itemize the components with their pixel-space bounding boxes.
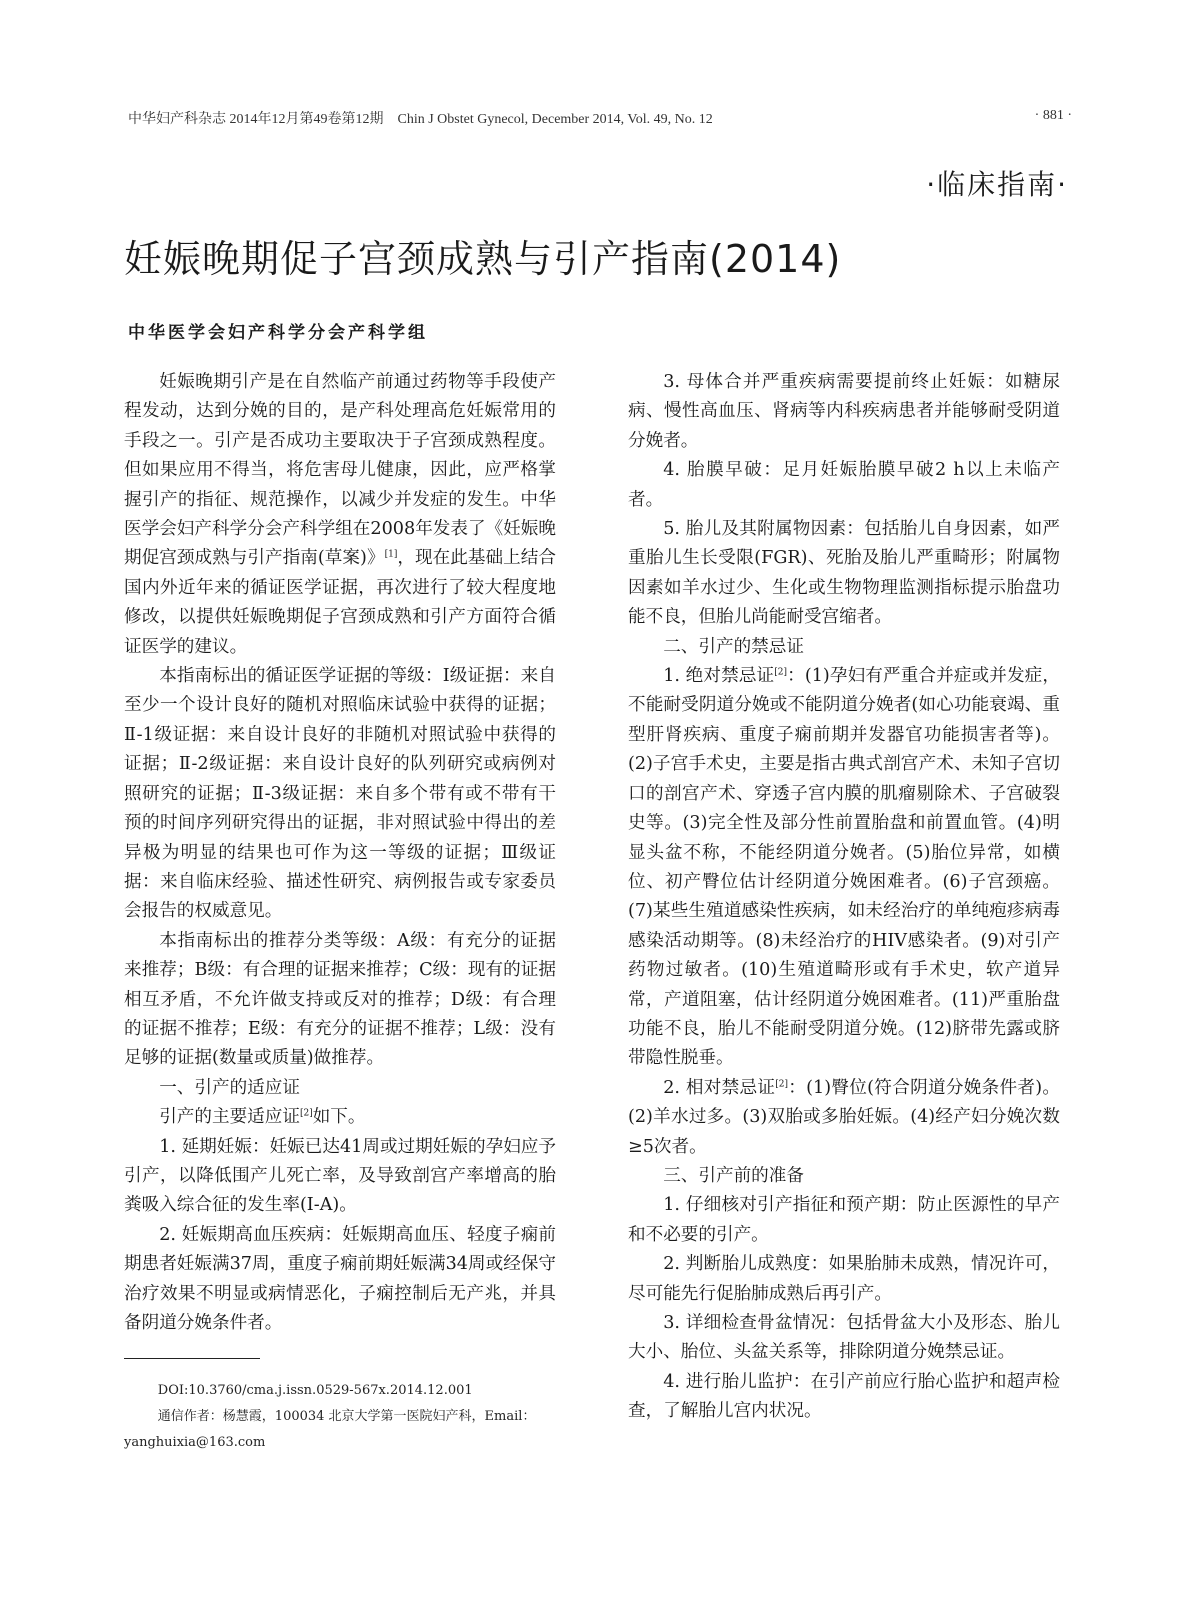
doi-line: DOI:10.3760/cma.j.issn.0529-567x.2014.12.001 xyxy=(157,1383,473,1398)
author-line: 中华医学会妇产科学分会产科学组 xyxy=(128,323,428,343)
paragraph xyxy=(628,368,1060,456)
paragraph xyxy=(628,633,1060,662)
paragraph-text: 1. 绝对禁忌证 xyxy=(663,666,775,687)
footnote xyxy=(124,1378,560,1456)
article-title: 妊娠晚期促子宫颈成熟与引产指南(2014) xyxy=(124,237,842,281)
paragraph-text: 4. 进行胎儿监护：在引产前应行胎心监护和超声检查，了解胎儿宫内状况。 xyxy=(628,1371,1060,1422)
paragraph-text: 3. 详细检查骨盆情况：包括骨盆大小及形态、胎儿大小、胎位、头盆关系等，排除阴道分娩禁忌证。 xyxy=(628,1313,1060,1363)
paragraph xyxy=(124,1221,556,1339)
citation-reference: [1] xyxy=(384,550,398,561)
citation-reference: [2] xyxy=(774,667,787,678)
paragraph-text: 2. 判断胎儿成熟度：如果胎肺未成熟，情况许可，尽可能先行促胎肺成熟后再引产。 xyxy=(628,1254,1060,1304)
paragraph-text: ：(1)臀位(符合阴道分娩条件者)。(2)羊水过多。(3)双胎或多胎妊娠。(4)经产妇分娩次数≥5次者。 xyxy=(628,1077,1060,1157)
paragraph-text: 2. 妊娠期高血压疾病：妊娠期高血压、轻度子痫前期患者妊娠满37周，重度子痫前期妊娠满34周或经保守治疗效果不明显或病情恶化，子痫控制后无产兆，并具备阴道分娩条件者。 xyxy=(124,1224,556,1333)
right-column xyxy=(628,368,1060,1427)
paragraph-text: 4. 胎膜早破：足月妊娠胎膜早破2 h以上未临产者。 xyxy=(628,460,1060,510)
paragraph-text: 二、引产的禁忌证 xyxy=(663,636,804,657)
journal-citation: 中华妇产科杂志 2014年12月第49卷第12期 Chin J Obstet Gynecol, December 2014, Vol. 49, No. 12 xyxy=(128,112,713,127)
paragraph-text: ：(1)孕妇有严重合并症或并发症，不能耐受阴道分娩或不能阴道分娩者(如心功能衰竭、重型肝肾疾病、重度子痫前期并发器官功能损害者等)。(2)子宫手术史，主要是指古典式剖宫产术、未知子宫切口的剖宫产术、穿透子宫内膜的肌瘤剔除术、子宫破裂史等。(3)完全性及部分性前置胎盘和前置血管。(4)明显头盆不称，不能经阴道分娩者。(5)胎位异常，如横位、初产臀位估计经阴道分娩困难者。(6)子宫颈癌。(7)某些生殖道感染性疾病，如未经治疗的单纯疱疹病毒感染活动期等。(8)未经治疗的HIV感染者。(9)对引产药物过敏者。(10)生殖道畸形或有手术史，软产道异常，产道阻塞，估计经阴道分娩困难者。(11)严重胎盘功能不良，胎儿不能耐受阴道分娩。(12)脐带先露或脐带隐性脱垂。 xyxy=(628,666,1061,1069)
paragraph xyxy=(124,662,556,927)
paragraph-text: 5. 胎儿及其附属物因素：包括胎儿自身因素，如严重胎儿生长受限(FGR)、死胎及胎儿严重畸形；附属物因素如羊水过少、生化或生物物理监测指标提示胎盘功能不良，但胎儿尚能耐受宫缩者。 xyxy=(628,519,1060,628)
paragraph-text: 一、引产的适应证 xyxy=(159,1077,300,1098)
paragraph-text: 引产的主要适应证 xyxy=(159,1107,300,1128)
footnote-divider xyxy=(124,1358,260,1359)
paragraph xyxy=(628,662,1060,1074)
paragraph xyxy=(124,1074,556,1103)
paragraph xyxy=(124,368,556,662)
running-header xyxy=(128,108,1072,128)
citation-reference: [2] xyxy=(775,1079,789,1090)
paragraph xyxy=(628,1191,1060,1250)
citation-reference: [2] xyxy=(299,1108,313,1119)
section-tag: ·临床指南· xyxy=(926,168,1068,201)
paragraph xyxy=(628,515,1060,633)
corresponding-author-line: 通信作者：杨慧霞，100034 北京大学第一医院妇产科，Email： xyxy=(157,1409,536,1424)
paragraph xyxy=(628,1368,1060,1427)
paragraph-text: 妊娠晚期引产是在自然临产前通过药物等手段使产程发动，达到分娩的目的，是产科处理高危妊娠常用的手段之一。引产是否成功主要取决于子宫颈成熟程度。但如果应用不得当，将危害母儿健康，因此，应严格掌握引产的指征、规范操作，以减少并发症的发生。中华医学会妇产科学分会产科学组在2008年发表了《妊娠晚期促宫颈成熟与引产指南(草案)》 xyxy=(124,372,556,569)
paragraph xyxy=(124,1133,556,1221)
paragraph-text: 2. 相对禁忌证 xyxy=(663,1077,776,1098)
paragraph xyxy=(628,1162,1060,1191)
paragraph-text: 本指南标出的推荐分类等级：A级：有充分的证据来推荐；B级：有合理的证据来推荐；C级：现有的证据相互矛盾，不允许做支持或反对的推荐；D级：有合理的证据不推荐；E级：有充分的证据不推荐；L级：没有足够的证据(数量或质量)做推荐。 xyxy=(124,930,556,1069)
paragraph xyxy=(628,1250,1060,1309)
left-column xyxy=(124,368,556,1338)
paragraph-text: 本指南标出的循证医学证据的等级：Ⅰ级证据：来自至少一个设计良好的随机对照临床试验中获得的证据；Ⅱ-1级证据：来自设计良好的非随机对照试验中获得的证据；Ⅱ-2级证据：来自设计良好的队列研究或病例对照研究的证据；Ⅱ-3级证据：来自多个带有或不带有干预的时间序列研究得出的证据，非对照试验中得出的差异极为明显的结果也可作为这一等级的证据；Ⅲ级证据：来自临床经验、描述性研究、病例报告或专家委员会报告的权威意见。 xyxy=(124,666,556,922)
paragraph-text: 1. 延期妊娠：妊娠已达41周或过期妊娠的孕妇应予引产，以降低围产儿死亡率，及导致剖宫产率增高的胎粪吸入综合征的发生率(Ⅰ-A)。 xyxy=(124,1136,556,1216)
paragraph-text: 三、引产前的准备 xyxy=(663,1165,804,1186)
corresponding-email: yanghuixia@163.com xyxy=(124,1435,266,1450)
paragraph xyxy=(124,927,556,1074)
paragraph-text: 如下。 xyxy=(312,1107,366,1128)
page-number: · 881 · xyxy=(1034,108,1072,123)
paragraph xyxy=(628,1074,1060,1162)
paragraph xyxy=(628,1309,1060,1368)
paragraph xyxy=(124,1103,556,1132)
paragraph xyxy=(628,456,1060,515)
paragraph-text: 1. 仔细核对引产指征和预产期：防止医源性的早产和不必要的引产。 xyxy=(628,1195,1060,1245)
paragraph-text: ，现在此基础上结合国内外近年来的循证医学证据，再次进行了较大程度地修改，以提供妊娠晚期促子宫颈成熟和引产方面符合循证医学的建议。 xyxy=(124,548,556,657)
paragraph-text: 3. 母体合并严重疾病需要提前终止妊娠：如糖尿病、慢性高血压、肾病等内科疾病患者并能够耐受阴道分娩者。 xyxy=(628,372,1060,451)
